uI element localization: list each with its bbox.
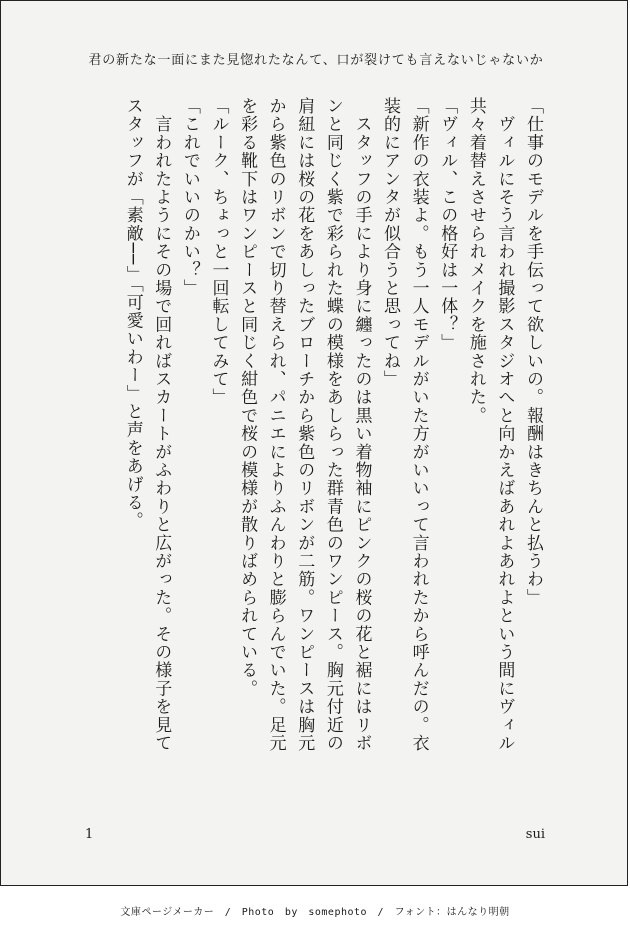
text-line: 共々着替えさせられメイクを施された。: [465, 97, 486, 425]
credit-footer: 文庫ページメーカー / Photo by somephoto / フォント：はんなり明朝: [120, 907, 510, 918]
author-name: sui: [525, 827, 545, 842]
text-line: 装的にアンタが似合うと思ってね」: [380, 97, 401, 389]
text-line: 「これでいいのかい？」: [179, 97, 200, 298]
text-line: 「仕事のモデルを手伝って欲しいの。報酬はきちんと払うわ」: [523, 97, 543, 607]
page-number: 1: [85, 827, 94, 842]
text-line: スタッフの手により身に纏ったのは黒い着物袖にピンクの桜の花と裾にはリボ: [351, 97, 372, 753]
text-line: スタッフが「素敵──」「可愛いわー」と声をあげる。: [122, 97, 143, 530]
text-line: ンと同じく紫で彩られた蝶の模様をあしらった群青色のワンピース。胸元付近の: [322, 97, 343, 753]
story-title: 君の新たな一面にまた見惚れたなんて、口が裂けても言えないじゃないか: [88, 53, 544, 68]
text-line: 言われたようにその場で回ればスカートがふわりと広がった。その様子を見て: [151, 97, 172, 753]
text-line: 「新作の衣装よ。もう一人モデルがいた方がいいって言われたから呼んだの。衣: [408, 97, 429, 753]
text-line: から紫色のリボンで切り替えられ、パニエによりふんわりと膨らんでいた。足元: [265, 97, 286, 753]
text-line: 「ヴィル、この格好は一体？」: [437, 97, 458, 352]
vertical-body-text: [77, 97, 547, 802]
text-line: ヴィルにそう言われ撮影スタジオへと向かえばあれよあれよという間にヴィル: [494, 97, 515, 753]
text-line: 肩紐には桜の花をあしったブローチから紫色のリボンが二筋。ワンピースは胸元: [294, 97, 315, 753]
text-line: 「ルーク、ちょっと一回転してみて」: [208, 97, 229, 407]
text-line: を彩る靴下はワンピースと同じく紺色で桜の模様が散りばめられている。: [237, 97, 258, 698]
